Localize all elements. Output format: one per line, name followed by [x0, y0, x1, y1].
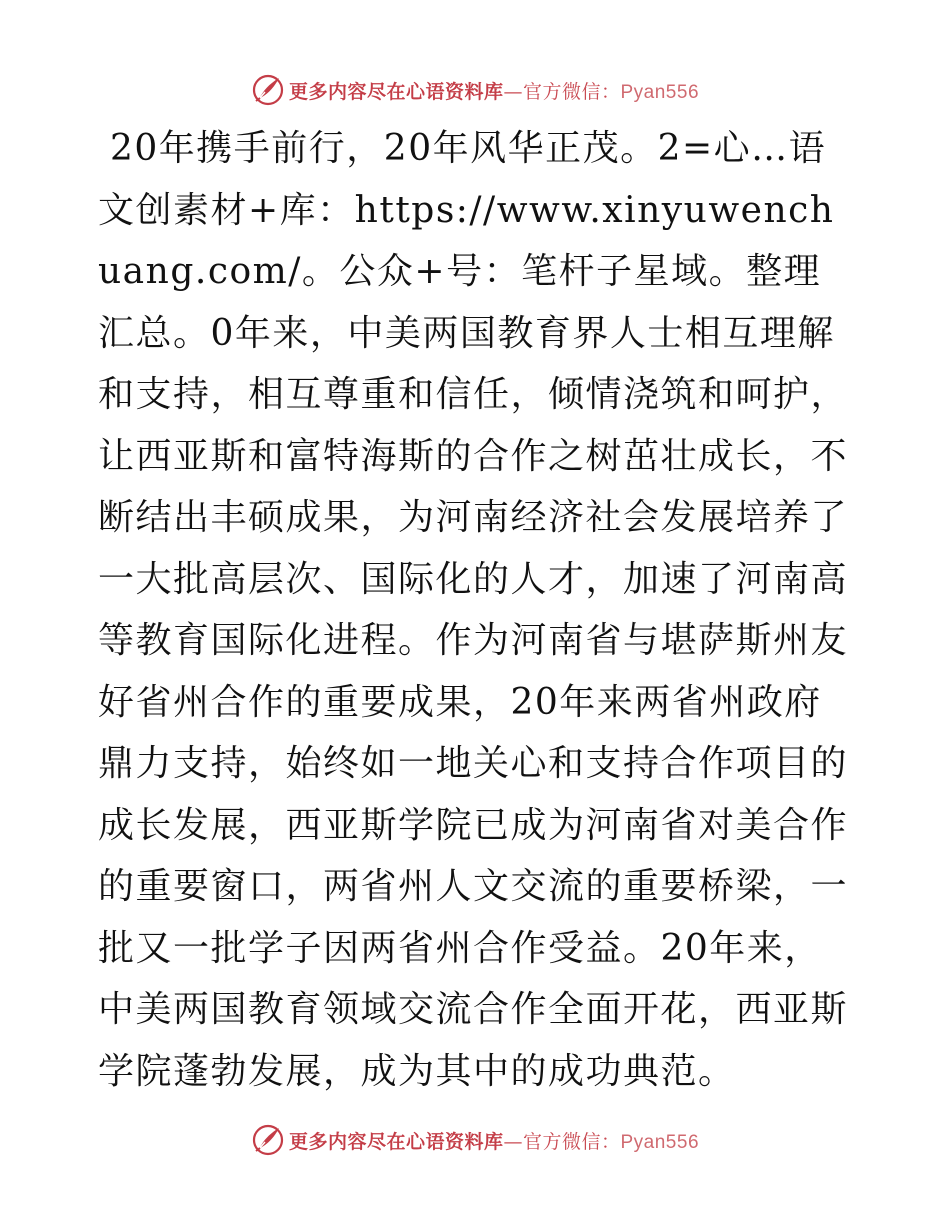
footer-banner	[0, 1120, 950, 1160]
footer-wechat-handle: Pyan556	[620, 1131, 700, 1153]
quill-pen-icon	[251, 1123, 285, 1157]
quill-pen-icon	[251, 73, 285, 107]
header-separator: —	[503, 80, 523, 103]
footer-banner-text	[289, 1127, 699, 1154]
header-site-name: 更多内容尽在心语资料库	[288, 80, 504, 103]
body-text-block	[98, 118, 858, 1102]
footer-separator: —	[503, 1130, 523, 1153]
header-banner-text	[289, 77, 699, 104]
body-paragraph: 20年携手前行，20年风华正茂。2=心…语文创素材+库：https://www.xinyuwenchuang.com/。公众+号：笔杆子星域。整理汇总。0年来，中美两国教育界人士相互理解和支持，相互尊重和信任，倾情浇筑和呵护，让西亚斯和富特海斯的合作之树茁壮成长，不断结出丰硕成果，为河南经济社会发展培养了一大批高层次、国际化的人才，加速了河南高等教育国际化进程。作为河南省与堪萨斯州友好省州合作的重要成果，20年来两省州政府鼎力支持，始终如一地关心和支持合作项目的成长发展，西亚斯学院已成为河南省对美合作的重要窗口，两省州人文交流的重要桥梁，一批又一批学子因两省州合作受益。20年来，中美两国教育领域交流合作全面开花，西亚斯学院蓬勃发展，成为其中的成功典范。	[98, 128, 849, 1092]
footer-wechat-label: 官方微信：	[522, 1130, 621, 1153]
header-wechat-handle: Pyan556	[620, 81, 700, 103]
header-wechat-label: 官方微信：	[522, 80, 621, 103]
header-banner	[0, 70, 950, 110]
footer-site-name: 更多内容尽在心语资料库	[288, 1130, 504, 1153]
